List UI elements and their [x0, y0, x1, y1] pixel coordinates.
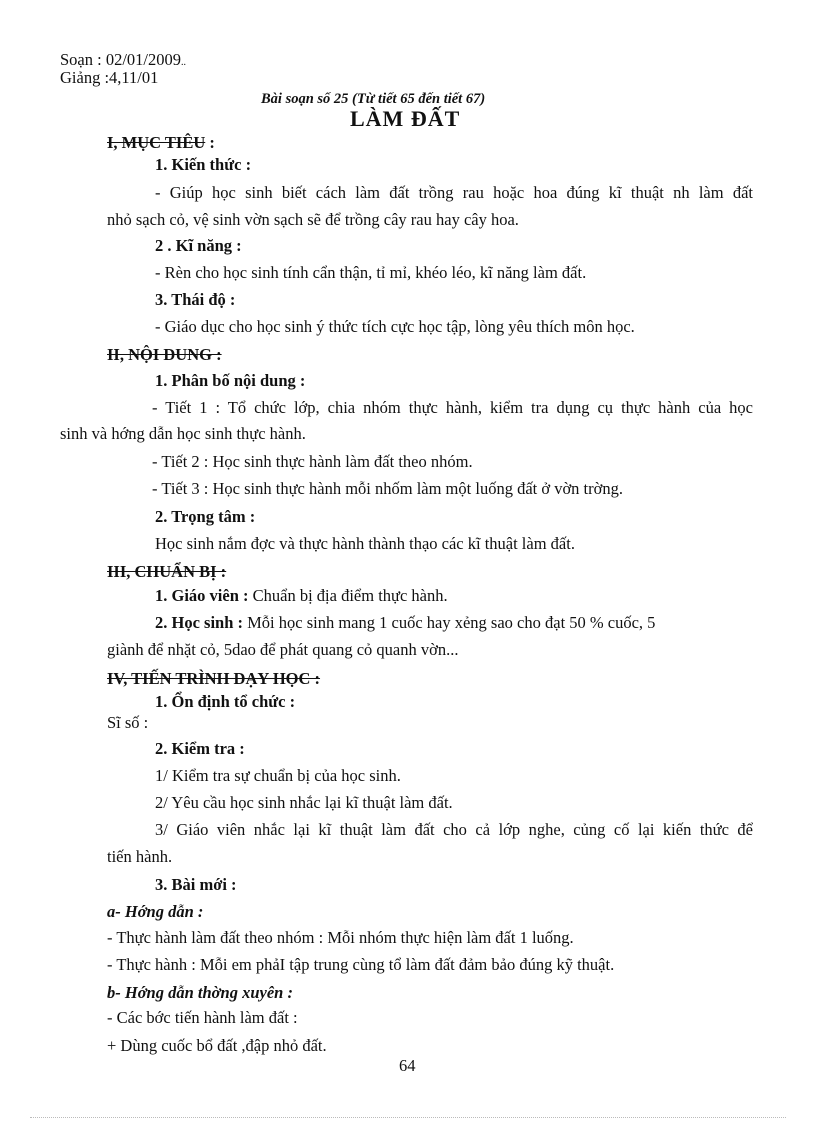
knowledge-line-2: nhỏ sạch cỏ, vệ sinh vờn sạch sẽ để trồng cây rau hay cây hoa.: [107, 210, 519, 229]
guidance-2: - Thực hành : Mỗi em phảI tập trung cùng tổ làm đất đảm bảo đúng kỹ thuật.: [107, 955, 615, 974]
prep-student-label: 2. Học sinh :: [155, 613, 244, 632]
steps-heading: - Các bớc tiến hành làm đất :: [107, 1008, 298, 1027]
check-item-3-line-2: tiến hành.: [107, 847, 173, 866]
prep-teacher-text: Chuẩn bị địa điểm thực hành.: [248, 586, 448, 605]
heading-content-distribution: 1. Phân bố nội dung :: [155, 371, 306, 390]
attendance: Sĩ số :: [107, 713, 149, 732]
knowledge-line-1: - Giúp học sinh biết cách làm đất trồng rau hoặc hoa đúng kĩ thuật nh làm đất: [155, 183, 753, 202]
heading-focus: 2. Trọng tâm :: [155, 507, 256, 526]
check-item-3-line-1: 3/ Giáo viên nhắc lại kĩ thuật làm đất cho cả lớp nghe, củng cố lại kiến thức để: [155, 820, 753, 839]
prep-student-text: Mỗi học sinh mang 1 cuốc hay xẻng sao cho đạt 50 % cuốc, 5: [243, 613, 656, 632]
period-3: - Tiết 3 : Học sinh thực hành mỗi nhốm làm một luống đất ở vờn trờng.: [152, 479, 623, 498]
heading-new-lesson: 3. Bài mới :: [155, 875, 237, 894]
date-taught: Giảng :4,11/01: [60, 68, 159, 87]
prep-student: [155, 613, 655, 633]
period-2: - Tiết 2 : Học sinh thực hành làm đất theo nhóm.: [152, 452, 473, 471]
lesson-title: LÀM ĐẤT: [350, 106, 461, 131]
section-objectives-colon: :: [205, 133, 215, 152]
page-bottom-divider: [30, 1117, 786, 1118]
check-item-1: 1/ Kiểm tra sự chuẩn bị của học sinh.: [155, 766, 401, 785]
heading-knowledge: 1. Kiến thức :: [155, 155, 252, 174]
period-1-line-2: sinh và hớng dẫn học sinh thực hành.: [60, 424, 306, 443]
page-number: 64: [399, 1056, 416, 1075]
heading-check: 2. Kiểm tra :: [155, 739, 245, 758]
heading-regular-guidance: b- Hớng dẫn thờng xuyên :: [107, 983, 293, 1002]
date-prepared-text: Soạn : 02/01/2009: [60, 50, 182, 69]
skills-line-1: - Rèn cho học sinh tính cẩn thận, tỉ mỉ, khéo léo, kĩ năng làm đất.: [155, 263, 587, 282]
lesson-subtitle: Bài soạn số 25 (Từ tiết 65 đến tiết 67): [261, 91, 486, 107]
guidance-1: - Thực hành làm đất theo nhóm : Mỗi nhóm thực hiện làm đất 1 luống.: [107, 928, 574, 947]
prep-teacher-label: 1. Giáo viên :: [155, 586, 249, 605]
section-objectives-heading: I, MỤC TIÊU: [107, 133, 206, 152]
section-preparation: III, CHUẨN BỊ :: [107, 562, 227, 581]
heading-attitude: 3. Thái độ :: [155, 290, 236, 309]
focus-line-1: Học sinh nắm đợc và thực hành thành thạo các kĩ thuật làm đất.: [155, 534, 575, 553]
section-procedure: IV, TIẾN TRÌNH DẠY HỌC :: [107, 669, 321, 688]
heading-skills: 2 . Kĩ năng :: [155, 236, 242, 255]
step-1: + Dùng cuốc bổ đất ,đập nhỏ đất.: [107, 1036, 327, 1055]
prep-teacher: [155, 586, 448, 606]
period-1-line-1: - Tiết 1 : Tổ chức lớp, chia nhóm thực hành, kiểm tra dụng cụ thực hành của học: [152, 398, 753, 417]
prep-student-line-2: giành để nhặt cỏ, 5dao để phát quang cỏ quanh vờn...: [107, 640, 459, 659]
section-content: II, NỘI DUNG :: [107, 345, 222, 364]
date-prepared-dots: ..: [181, 57, 187, 68]
section-objectives: [107, 133, 215, 153]
heading-guidance: a- Hớng dẫn :: [107, 902, 204, 921]
check-item-2: 2/ Yêu cầu học sinh nhắc lại kĩ thuật làm đất.: [155, 793, 453, 812]
attitude-line-1: - Giáo dục cho học sinh ý thức tích cực học tập, lòng yêu thích môn học.: [155, 317, 635, 336]
heading-organize: 1. Ổn định tổ chức :: [155, 692, 296, 711]
